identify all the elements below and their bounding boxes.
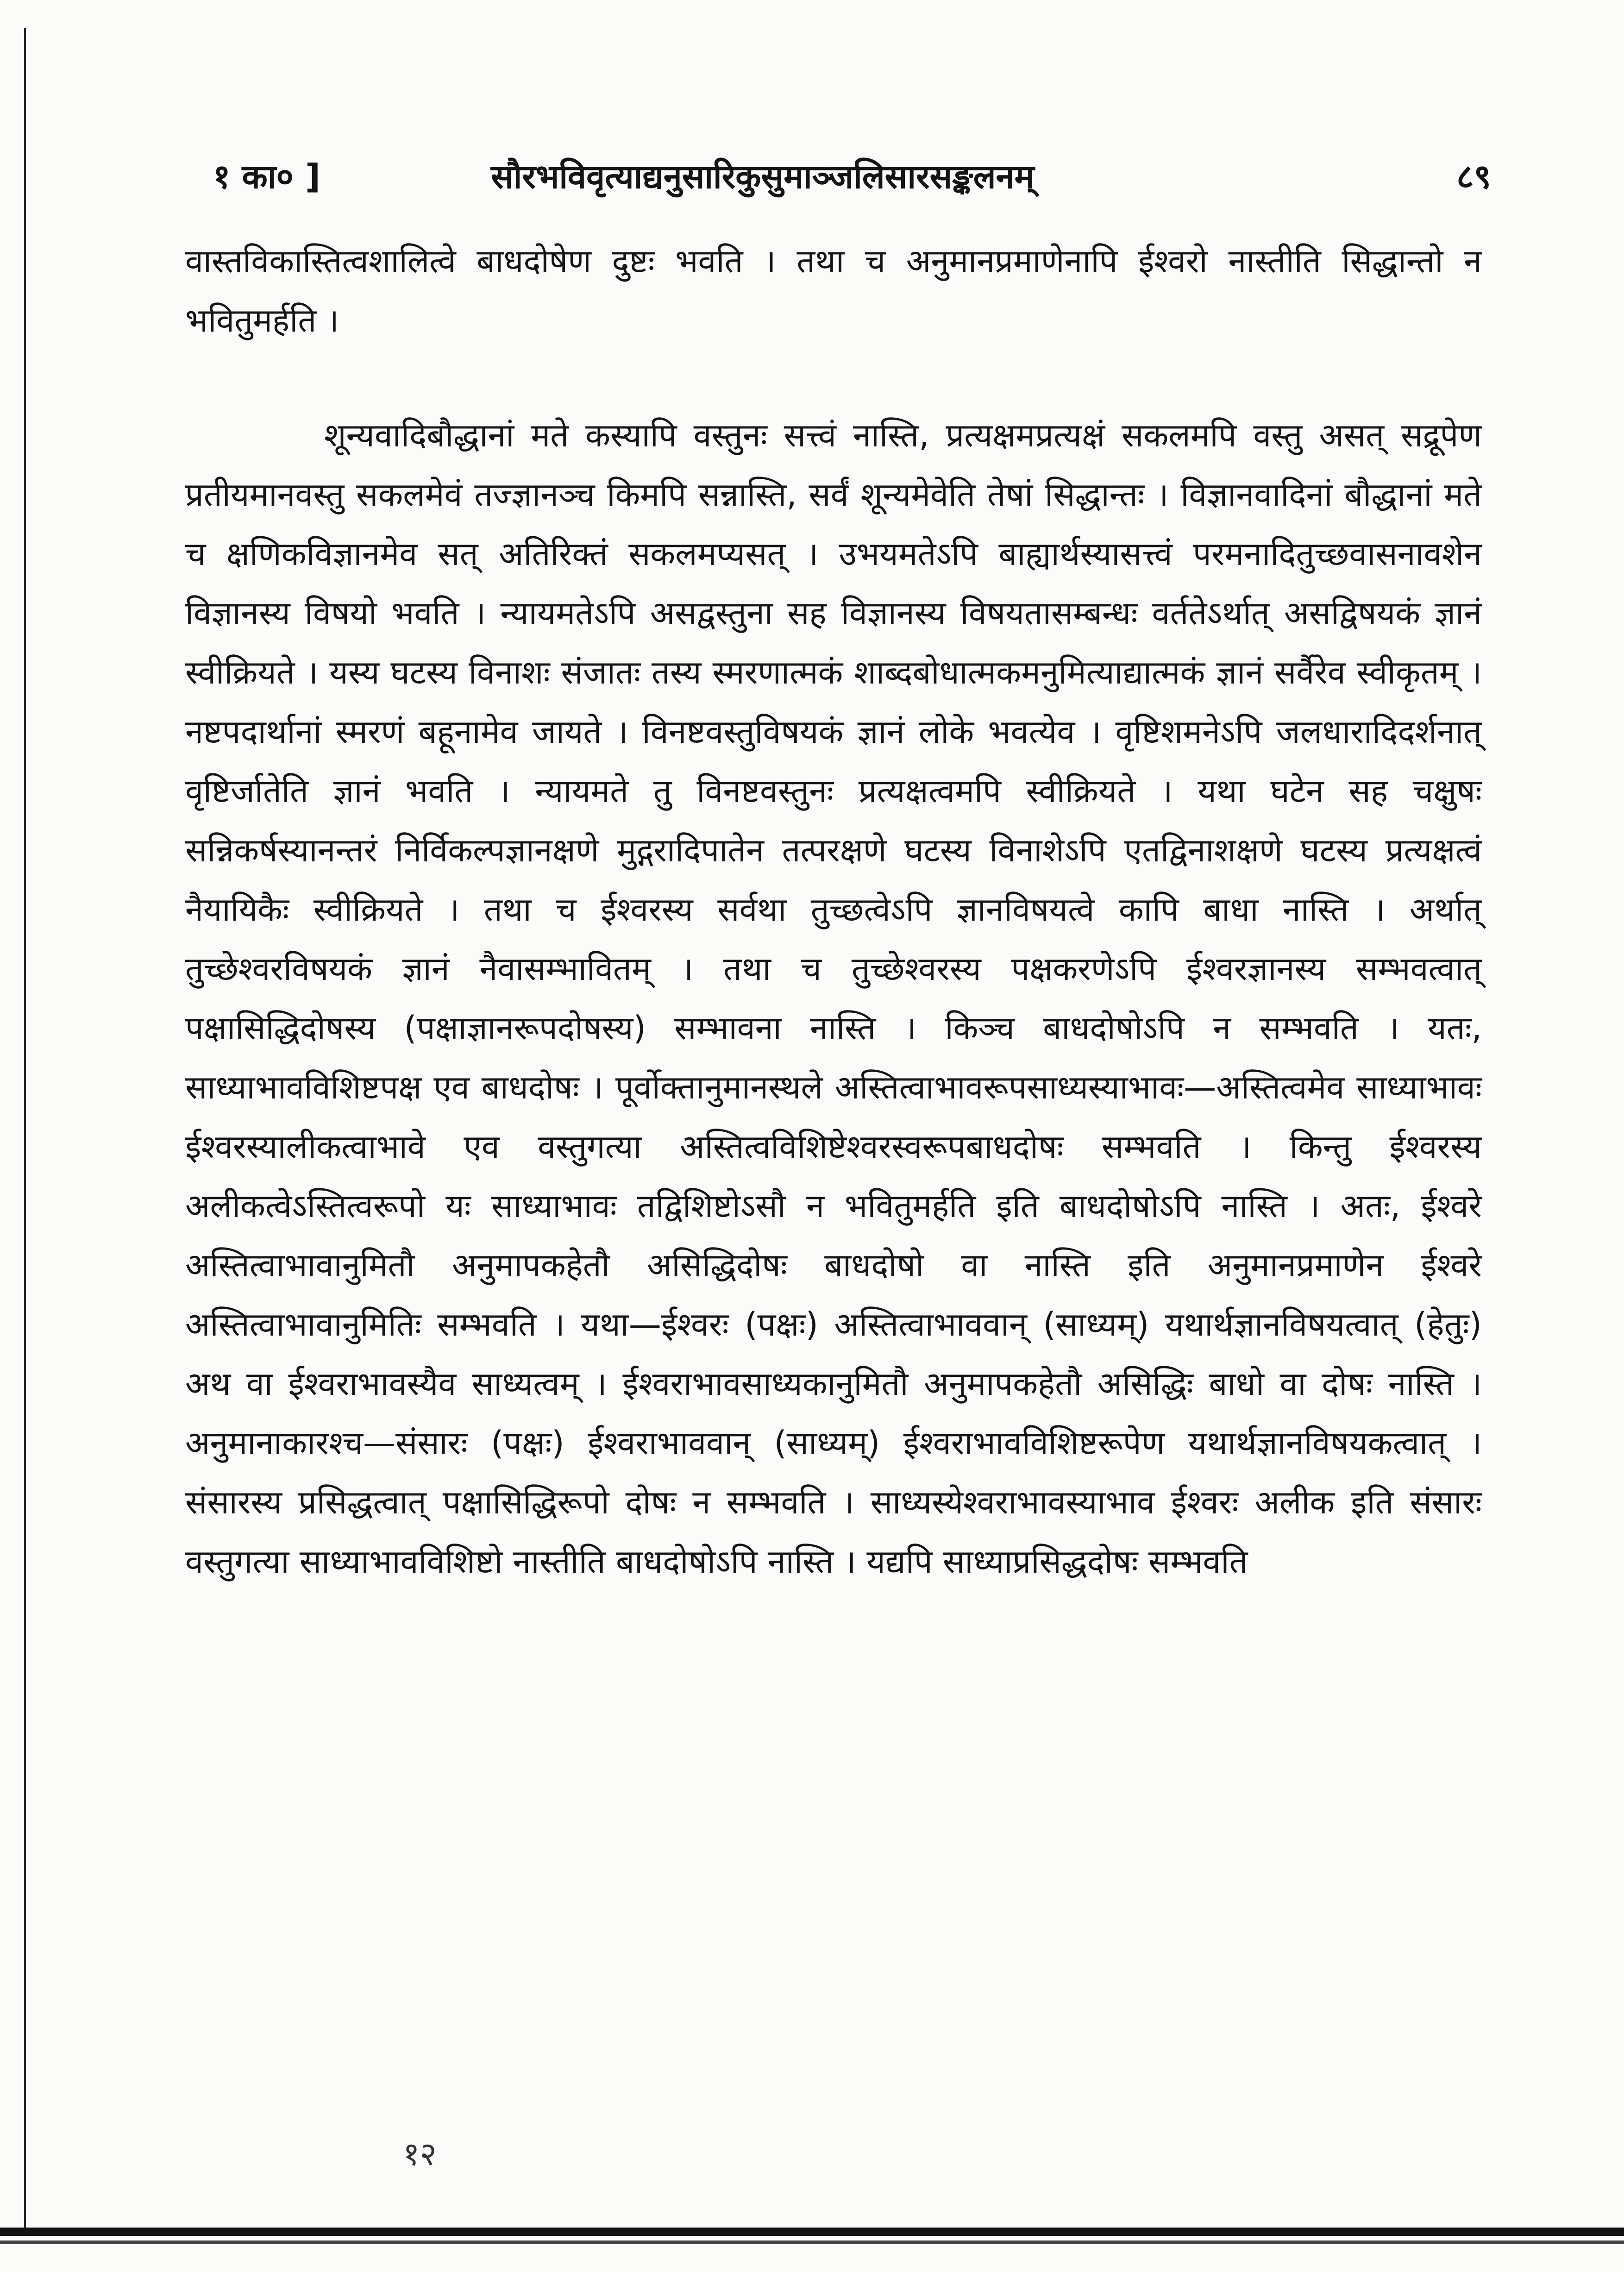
section-marker: १ का० ] (213, 157, 320, 196)
running-title: सौरभविवृत्याद्यनुसारिकुसुमाञ्जलिसारसङ्कलनम् (491, 157, 1035, 196)
body-text (185, 232, 1482, 1591)
running-header (213, 153, 1491, 213)
paragraph-2: शून्यवादिबौद्धानां मते कस्यापि वस्तुनः सत्त्वं नास्ति, प्रत्यक्षमप्रत्यक्षं सकलमपि वस्तु असत् सद्रूपेण प्रतीयमानवस्तु सकलमेवं तज्ज्ञानञ्च किमपि सन्नास्ति, सर्वं शून्यमेवेति तेषां सिद्धान्तः । विज्ञानवादिनां बौद्धानां मते च क्षणिकविज्ञानमेव सत् अतिरिक्तं सकलमप्यसत् । उभयमतेऽपि बाह्यार्थस्यासत्त्वं परमनादितुच्छवासनावशेन विज्ञानस्य विषयो भवति । न्यायमतेऽपि असद्वस्तुना सह विज्ञानस्य विषयतासम्बन्धः वर्ततेऽर्थात् असद्विषयकं ज्ञानं स्वीक्रियते । यस्य घटस्य विनाशः संजातः तस्य स्मरणात्मकं शाब्दबोधात्मकमनुमित्याद्यात्मकं ज्ञानं सर्वैरेव स्वीकृतम् । नष्टपदार्थानां स्मरणं बहूनामेव जायते । विनष्टवस्तुविषयकं ज्ञानं लोके भवत्येव । वृष्टिशमनेऽपि जलधारादिदर्शनात् वृष्टिर्जातेति ज्ञानं भवति । न्यायमते तु विनष्टवस्तुनः प्रत्यक्षत्वमपि स्वीक्रियते । यथा घटेन सह चक्षुषः सन्निकर्षस्यानन्तरं निर्विकल्पज्ञानक्षणे मुद्गरादिपातेन तत्परक्षणे घटस्य विनाशेऽपि एतद्विनाशक्षणे घटस्य प्रत्यक्षत्वं नैयायिकैः स्वीक्रियते । तथा च ईश्वरस्य सर्वथा तुच्छत्वेऽपि ज्ञानविषयत्वे कापि बाधा नास्ति । अर्थात् तुच्छेश्वरविषयकं ज्ञानं नैवासम्भावितम् । तथा च तुच्छेश्वरस्य पक्षकरणेऽपि ईश्वरज्ञानस्य सम्भवत्वात् पक्षासिद्धिदोषस्य (पक्षाज्ञानरूपदोषस्य) सम्भावना नास्ति । किञ्च बाधदोषोऽपि न सम्भवति । यतः, साध्याभावविशिष्टपक्ष एव बाधदोषः । पूर्वोक्तानुमानस्थले अस्तित्वाभावरूपसाध्यस्याभावः—अस्तित्वमेव साध्याभावः ईश्वरस्यालीकत्वाभावे एव वस्तुगत्या अस्तित्वविशिष्टेश्वरस्वरूपबाधदोषः सम्भवति । किन्तु ईश्वरस्य अलीकत्वेऽस्तित्वरूपो यः साध्याभावः तद्विशिष्टोऽसौ न भवितुमर्हति इति बाधदोषोऽपि नास्ति । अतः, ईश्वरे अस्तित्वाभावानुमितौ अनुमापकहेतौ असिद्धिदोषः बाधदोषो वा नास्ति इति अनुमानप्रमाणेन ईश्वरे अस्तित्वाभावानुमितिः सम्भवति । यथा—ईश्वरः (पक्षः) अस्तित्वाभाववान् (साध्यम्) यथार्थज्ञानविषयत्वात् (हेतुः) अथ वा ईश्वराभावस्यैव साध्यत्वम् । ईश्वराभावसाध्यकानुमितौ अनुमापकहेतौ असिद्धिः बाधो वा दोषः नास्ति । अनुमानाकारश्च—संसारः (पक्षः) ईश्वराभाववान् (साध्यम्) ईश्वराभावविशिष्टरूपेण यथार्थज्ञानविषयकत्वात् । संसारस्य प्रसिद्धत्वात् पक्षासिद्धिरूपो दोषः न सम्भवति । साध्यस्येश्वराभावस्याभाव ईश्वरः अलीक इति संसारः वस्तुगत्या साध्याभावविशिष्टो नास्तीति बाधदोषोऽपि नास्ति । यद्यपि साध्याप्रसिद्धदोषः सम्भवति (185, 416, 1482, 1581)
page-number: ८९ (1456, 157, 1491, 196)
signature-mark: १२ (403, 2135, 437, 2173)
paragraph-1: वास्तविकास्तित्वशालित्वे बाधदोषेण दुष्टः भवति । तथा च अनुमानप्रमाणेनापि ईश्वरो नास्तीति सिद्धान्तो न भवितुमर्हति । (185, 242, 1482, 339)
bottom-rule-secondary (0, 2241, 1624, 2244)
bottom-rule (0, 2228, 1624, 2236)
binding-edge-line (24, 28, 26, 2232)
